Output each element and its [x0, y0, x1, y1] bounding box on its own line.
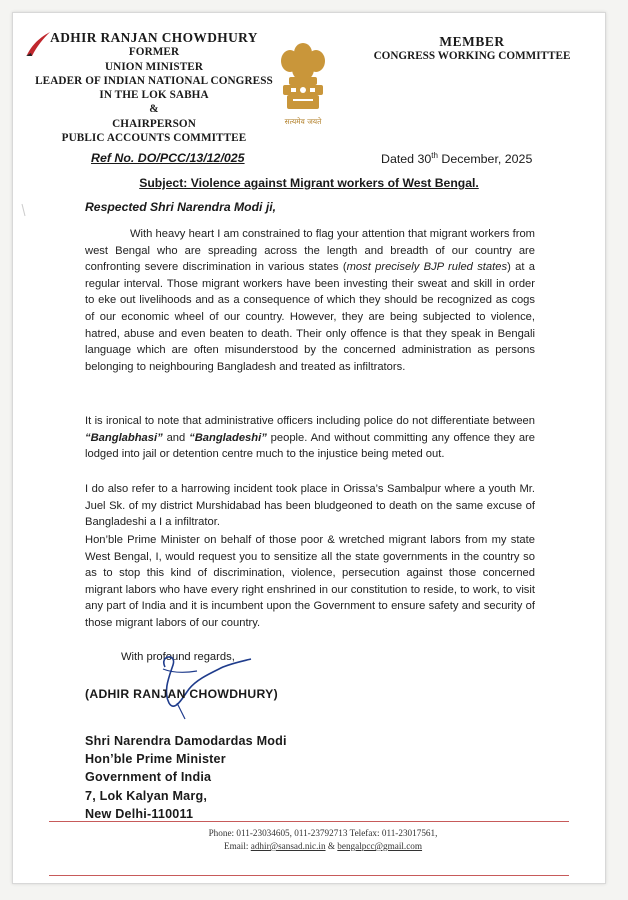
date-suffix-sup: th — [431, 151, 438, 160]
member-body: CONGRESS WORKING COMMITTEE — [373, 50, 571, 62]
paragraph-1-emphasis: most precisely BJP ruled states — [346, 261, 508, 274]
addressee-line: Government of India — [85, 770, 212, 785]
letterhead-line: IN THE LOK SABHA — [99, 89, 209, 102]
subject-line: Subject: Violence against Migrant workers of West Bengal. — [139, 176, 479, 190]
paragraph-2 — [85, 413, 535, 463]
letterhead-line: PUBLIC ACCOUNTS COMMITTEE — [61, 132, 247, 145]
addressee-line: Hon’ble Prime Minister — [85, 752, 226, 767]
addressee-line: Shri Narendra Damodardas Modi — [85, 734, 287, 748]
email-link-2[interactable]: bengalpcc@gmail.com — [337, 841, 423, 851]
letterhead-left — [23, 31, 285, 145]
letterhead-line: CHAIRPERSON — [112, 117, 196, 130]
paragraph-3: I do also refer to a harrowing incident took place in Orissa’s Sambalpur where a youth Mr. Juel Sk. of my district Murshidabad has been bludgeoned to death on the same excuse of Bangladeshi a I a infiltrator. — [85, 483, 535, 529]
letterhead-line: UNION MINISTER — [104, 60, 204, 73]
addressee-line: 7, Lok Kalyan Marg, — [85, 788, 208, 803]
letterhead-line: LEADER OF INDIAN NATIONAL CONGRESS — [35, 74, 273, 87]
email-link-1[interactable]: adhir@sansad.nic.in — [250, 841, 326, 851]
footer-divider — [49, 821, 569, 822]
paragraph-2-part: and — [162, 431, 190, 444]
date-month-year: December, 2025 — [437, 152, 533, 167]
reference-number: Ref No. DO/PCC/13/12/025 — [91, 151, 245, 165]
paragraph-2-part: It is ironical to note that administrative officers including police do not differentiate between — [85, 415, 535, 427]
letterhead-right — [365, 35, 579, 63]
paragraph-1-part: ) at a regular interval. Those migrant workers have been investing their sweat and skill in order to eke out livelihoods and as a consequence of which they should be recognized as cogs of our economic wheel of our country. However, they are being subjected to violence, hatred, abuse and even beaten to death. Their only offence is that they speak in Bengali language which are often misunderstood by the concerned administration as persons belonging to neighbouring Bangladesh and treated as infiltrators. — [85, 261, 535, 373]
email-label: Email: — [223, 841, 251, 851]
date-prefix: Dated 30 — [381, 152, 432, 167]
signer-name: (ADHIR RANJAN CHOWDHURY) — [85, 687, 278, 701]
salutation: Respected Shri Narendra Modi ji, — [85, 200, 276, 214]
member-title: MEMBER — [439, 34, 505, 49]
letter-page — [12, 12, 606, 884]
letterhead-name: ADHIR RANJAN CHOWDHURY — [50, 30, 258, 45]
paragraph-1 — [85, 226, 535, 375]
paragraph-2-term: “Bangladeshi” — [189, 431, 267, 444]
national-emblem-icon — [275, 39, 331, 123]
letter-date — [381, 151, 532, 166]
footer-bottom-divider — [49, 875, 569, 876]
letterhead-line: FORMER — [128, 46, 180, 59]
addressee-block — [85, 732, 287, 823]
paragraph-4: Hon’ble Prime Minister on behalf of those poor & wretched migrant labors from my state West Bengal, I, would request you to sensitize all the state governments in the country so as to stop this kind of discrimination, violence, persecution against those concerned migrant labors who have every right enshrined in our constitution to reside, to work, to visit any part of India and it is incumbent upon the Government to ensure safety and security of those migrant labors of our country. — [85, 534, 535, 629]
letterhead-line: & — [149, 103, 159, 116]
emblem-motto: सत्यमेव जयते — [284, 117, 322, 126]
footer-phone: Phone: 011-23034605, 011-23792713 Telefax: 011-23017561, — [208, 828, 438, 838]
footer-email-line — [133, 840, 513, 853]
closing: With profound regards, — [121, 651, 235, 663]
paragraph-2-part: people. And without committing any offence they are lodged into jail or detention centre much to the injustice being meted out. — [85, 431, 535, 461]
paragraph-2-term: “Banglabhasi” — [85, 431, 163, 444]
addressee-line: New Delhi-110011 — [85, 806, 194, 821]
margin-mark-icon — [21, 203, 27, 217]
paragraph-1-part: With heavy heart I am constrained to flag your attention that migrant workers from west Bengal who are spreading across the length and breadth of our country are confronting severe discrimination in various states ( — [85, 228, 535, 274]
email-separator: & — [325, 841, 338, 851]
footer-contact — [133, 827, 513, 853]
signature-icon — [133, 643, 263, 723]
